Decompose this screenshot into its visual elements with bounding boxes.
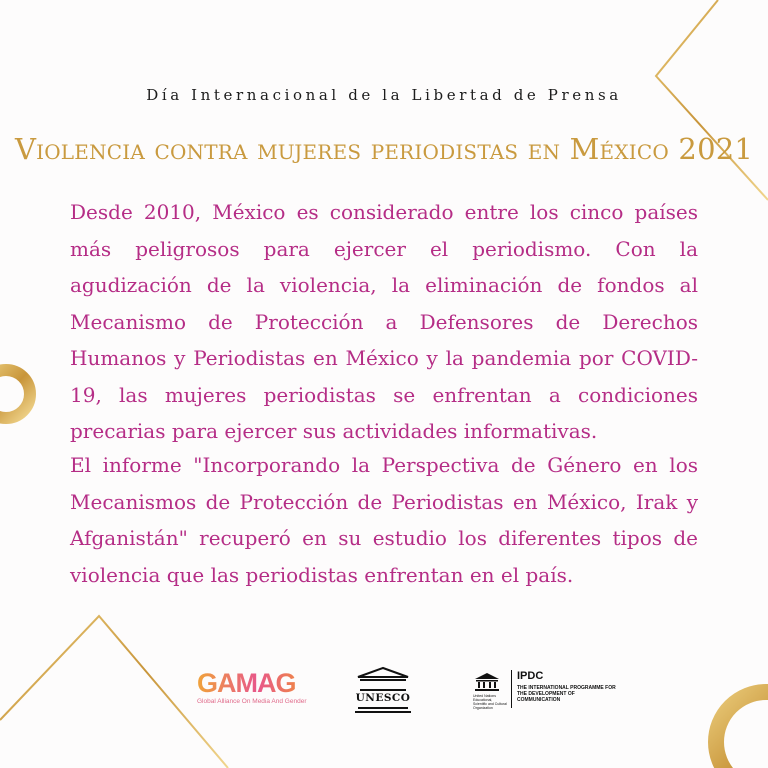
unesco-temple-icon bbox=[354, 666, 412, 692]
paragraph-intro: Desde 2010, México es considerado entre los cinco países más peligrosos para ejercer el periodismo. Con la agudización de la violencia, la eliminación de fondos al Mecanismo de Protección a Defensores de Derechos Humanos y Periodistas en México y la pandemia por COVID-19, las mujeres periodistas se enfrentan a condiciones precarias para ejercer sus actividades informativas. bbox=[70, 200, 698, 443]
unesco-org-text: United Nations Educational, Scientific and Cultural Organization bbox=[473, 694, 507, 710]
gold-ring-left bbox=[0, 370, 30, 418]
gamag-tagline: Global Alliance On Media And Gender bbox=[197, 698, 307, 705]
ipdc-logo bbox=[473, 670, 616, 714]
event-subtitle: Día Internacional de la Libertad de Prensa bbox=[146, 86, 622, 104]
page-title: Violencia contra mujeres periodistas en México 2021 bbox=[14, 132, 754, 166]
ipdc-description: THE INTERNATIONAL PROGRAMME FOR THE DEVELOPMENT OF COMMUNICATION bbox=[517, 685, 616, 703]
unesco-base-icon bbox=[354, 706, 412, 716]
logo-strip bbox=[0, 660, 768, 720]
unesco-logo bbox=[354, 666, 412, 712]
paragraph-report: El informe "Incorporando la Perspectiva de Género en los Mecanismos de Protección de Periodistas en México, Irak y Afganistán" recuperó en su estudio los diferentes tipos de violencia que las periodistas enfrentan en el país. bbox=[70, 453, 698, 587]
unesco-wordmark: UNESCO bbox=[355, 692, 411, 704]
ipdc-wordmark: IPDC bbox=[517, 670, 544, 682]
unesco-temple-small-icon bbox=[473, 672, 501, 692]
gamag-logo bbox=[197, 668, 307, 705]
gamag-wordmark: GAMAG bbox=[197, 668, 307, 698]
ipdc-divider bbox=[511, 670, 512, 708]
